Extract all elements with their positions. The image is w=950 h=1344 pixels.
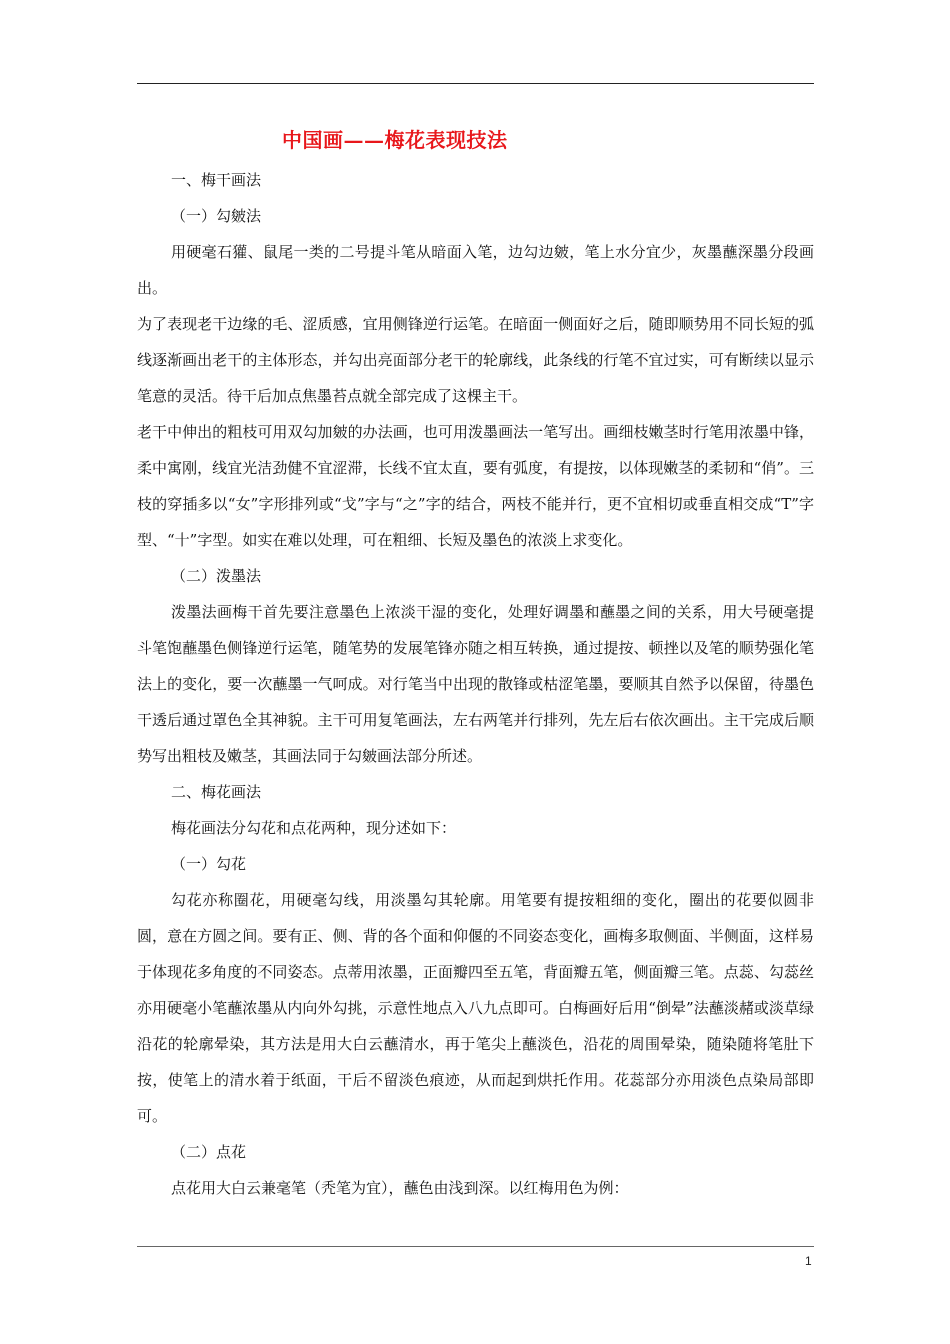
- subsection-heading: （二）点花: [171, 1143, 247, 1161]
- body-paragraph: 老干中伸出的粗枝可用双勾加皴的办法画，也可用泼墨画法一笔写出。画细枝嫩茎时行笔用浓墨中锋，柔中寓刚，线宜光洁劲健不宜涩滞，长线不宜太直，要有弧度，有提按，以体现嫩茎的柔韧和“俏”。三枝的穿插多以“女”字形排列或“戈”字与“之”字的结合，两枝不能并行，更不宜相切或垂直相交成“T”字型、“十”字型。如实在难以处理，可在粗细、长短及墨色的浓淡上求变化。: [137, 423, 814, 549]
- body-paragraph: 点花用大白云兼毫笔（秃笔为宜），蘸色由浅到深。以红梅用色为例：: [171, 1179, 629, 1197]
- subsection-heading: （一）勾花: [171, 855, 247, 873]
- body-paragraph: 用硬毫石獾、鼠尾一类的二号提斗笔从暗面入笔，边勾边皴，笔上水分宜少，灰墨蘸深墨分段画出。: [137, 243, 814, 297]
- subsection-heading: （二）泼墨法: [171, 567, 262, 585]
- document-body: [137, 162, 814, 1206]
- document-title: 中国画——梅花表现技法: [282, 128, 508, 152]
- footer-rule: [137, 1246, 814, 1247]
- body-paragraph: 勾花亦称圈花，用硬毫勾线，用淡墨勾其轮廓。用笔要有提按粗细的变化，圈出的花要似圆非圆，意在方圆之间。要有正、侧、背的各个面和仰偃的不同姿态变化，画梅多取侧面、半侧面，这样易于体现花多角度的不同姿态。点蒂用浓墨，正面瓣四至五笔，背面瓣五笔，侧面瓣三笔。点蕊、勾蕊丝亦用硬毫小笔蘸浓墨从内向外勾挑，示意性地点入八九点即可。白梅画好后用“倒晕”法蘸淡赭或淡草绿沿花的轮廓晕染，其方法是用大白云蘸清水，再于笔尖上蘸淡色，沿花的周围晕染，随染随将笔肚下按，使笔上的清水着于纸面，干后不留淡色痕迹，从而起到烘托作用。花蕊部分亦用淡色点染局部即可。: [137, 891, 814, 1125]
- header-rule: [137, 83, 814, 84]
- page-number: 1: [805, 1254, 812, 1268]
- section-heading: 二、梅花画法: [171, 783, 262, 801]
- body-paragraph: 泼墨法画梅干首先要注意墨色上浓淡干湿的变化，处理好调墨和蘸墨之间的关系，用大号硬毫提斗笔饱蘸墨色侧锋逆行运笔，随笔势的发展笔锋亦随之相互转换，通过提按、顿挫以及笔的顺势强化笔法上的变化，要一次蘸墨一气呵成。对行笔当中出现的散锋或枯涩笔墨，要顺其自然予以保留，待墨色干透后通过罩色全其神貌。主干可用复笔画法，左右两笔并行排列，先左后右依次画出。主干完成后顺势写出粗枝及嫩茎，其画法同于勾皴画法部分所述。: [137, 603, 814, 765]
- body-paragraph: 为了表现老干边缘的毛、涩质感，宜用侧锋逆行运笔。在暗面一侧面好之后，随即顺势用不同长短的弧线逐渐画出老干的主体形态，并勾出亮面部分老干的轮廓线，此条线的行笔不宜过实，可有断续以显示笔意的灵活。待干后加点焦墨苔点就全部完成了这棵主干。: [137, 315, 814, 405]
- body-paragraph: 梅花画法分勾花和点花两种，现分述如下：: [171, 819, 457, 837]
- subsection-heading: （一）勾皴法: [171, 207, 262, 225]
- section-heading: 一、梅干画法: [171, 171, 262, 189]
